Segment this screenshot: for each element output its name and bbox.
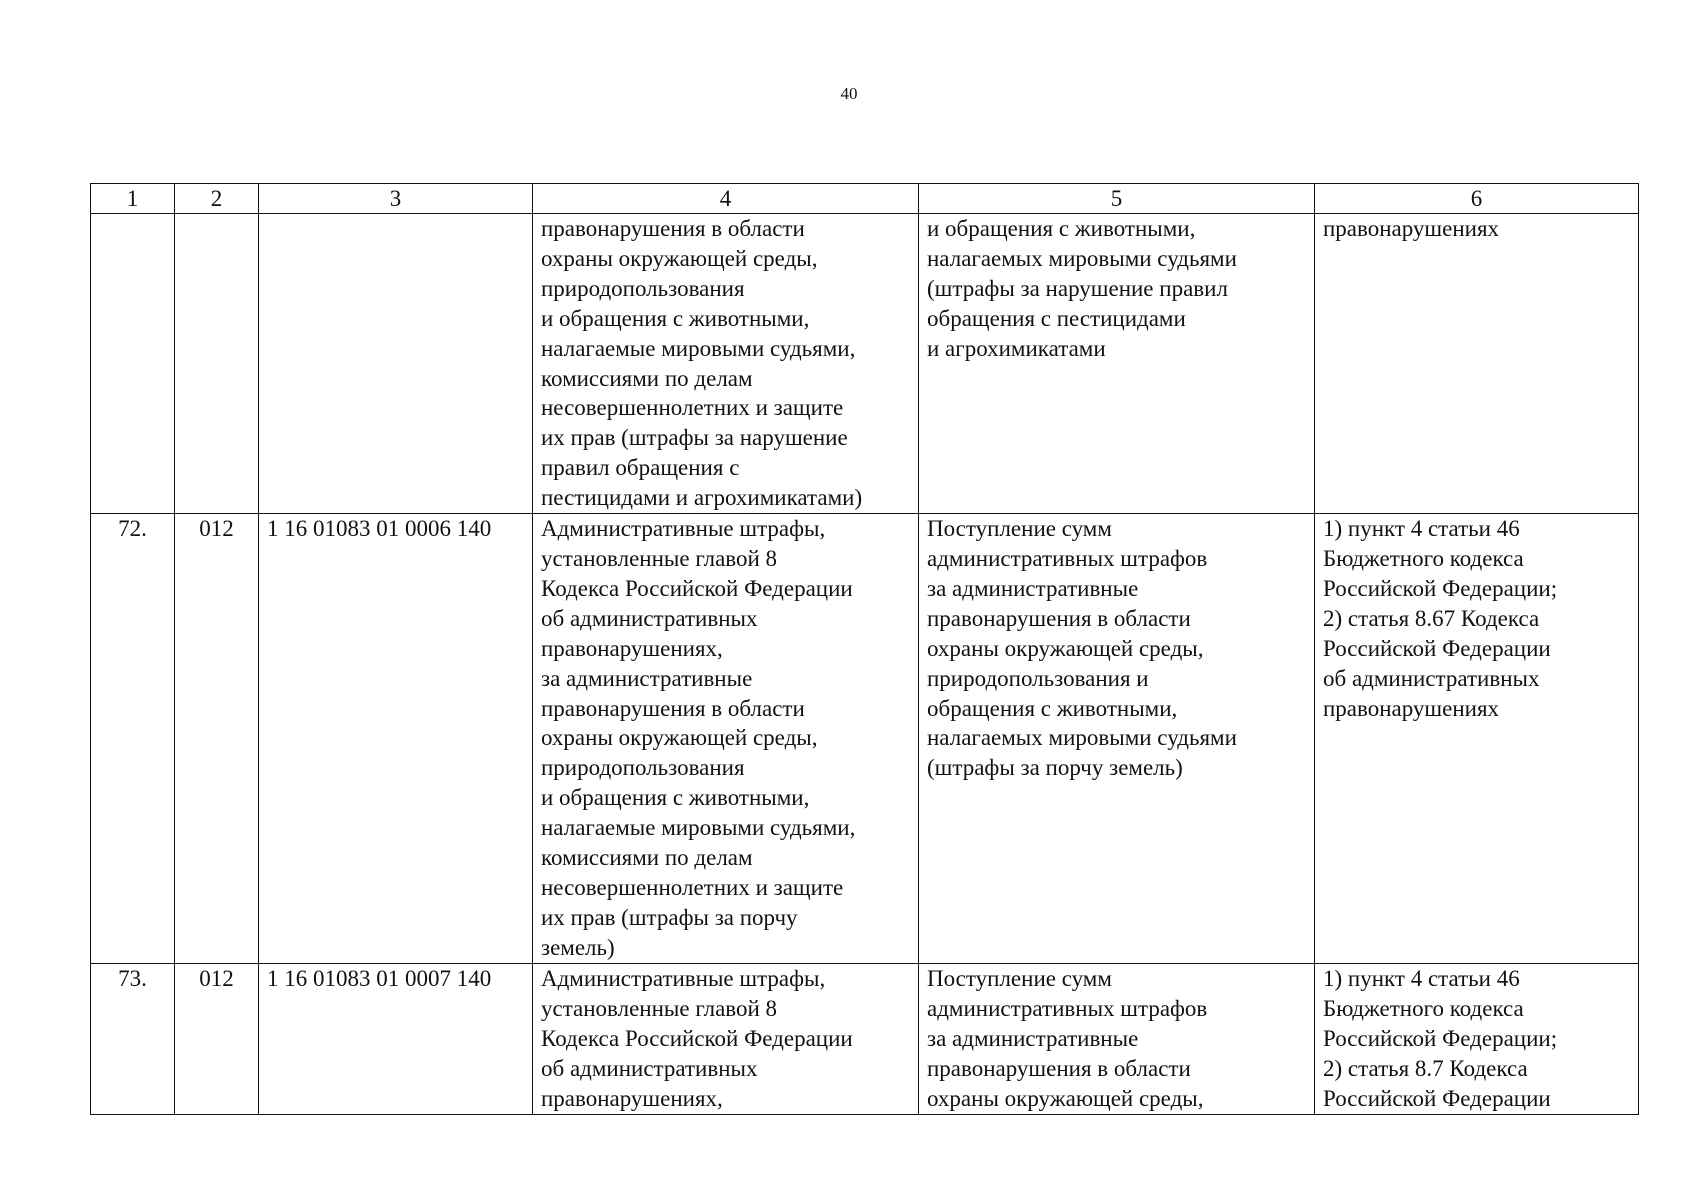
kbk-code-cell: 1 16 01083 01 0007 140 xyxy=(259,964,533,1115)
table-row xyxy=(91,964,1639,1115)
admin-code-cell: 012 xyxy=(175,514,259,964)
revenue-name-cell: Административные штрафы, установленные главой 8 Кодекса Российской Федерации об административных правонарушениях, xyxy=(533,964,919,1115)
table-row-continuation xyxy=(91,214,1639,514)
row-number-cell: 72. xyxy=(91,514,175,964)
revenue-description-cell: Поступление сумм административных штрафов за административные правонарушения в области охраны окружающей среды, xyxy=(919,964,1315,1115)
kbk-code-cell xyxy=(259,214,533,514)
row-number-cell xyxy=(91,214,175,514)
admin-code-cell: 012 xyxy=(175,964,259,1115)
admin-code-cell xyxy=(175,214,259,514)
legal-basis-cell: 1) пункт 4 статьи 46 Бюджетного кодекса Российской Федерации; 2) статья 8.7 Кодекса Российской Федерации xyxy=(1315,964,1639,1115)
budget-code-table xyxy=(90,183,1639,1115)
table-header-row xyxy=(91,184,1639,214)
legal-basis-cell: правонарушениях xyxy=(1315,214,1639,514)
header-col-1: 1 xyxy=(91,184,175,214)
revenue-name-cell: правонарушения в области охраны окружающей среды, природопользования и обращения с животными, налагаемые мировыми судьями, комиссиями по делам несовершеннолетних и защите их прав (штрафы за нарушение правил обращения с пестицидами и агрохимикатами) xyxy=(533,214,919,514)
revenue-name-cell: Административные штрафы, установленные главой 8 Кодекса Российской Федерации об административных правонарушениях, за административные правонарушения в области охраны окружающей среды, природопользования и обращения с животными, налагаемые мировыми судьями, комиссиями по делам несовершеннолетних и защите их прав (штрафы за порчу земель) xyxy=(533,514,919,964)
header-col-2: 2 xyxy=(175,184,259,214)
header-col-6: 6 xyxy=(1315,184,1639,214)
header-col-4: 4 xyxy=(533,184,919,214)
table-row xyxy=(91,514,1639,964)
revenue-description-cell: и обращения с животными, налагаемых мировыми судьями (штрафы за нарушение правил обращения с пестицидами и агрохимикатами xyxy=(919,214,1315,514)
revenue-description-cell: Поступление сумм административных штрафов за административные правонарушения в области охраны окружающей среды, природопользования и обращения с животными, налагаемых мировыми судьями (штрафы за порчу земель) xyxy=(919,514,1315,964)
kbk-code-cell: 1 16 01083 01 0006 140 xyxy=(259,514,533,964)
legal-basis-cell: 1) пункт 4 статьи 46 Бюджетного кодекса Российской Федерации; 2) статья 8.67 Кодекса Российской Федерации об административных правонарушениях xyxy=(1315,514,1639,964)
header-col-3: 3 xyxy=(259,184,533,214)
page-number: 40 xyxy=(840,84,858,103)
header-col-5: 5 xyxy=(919,184,1315,214)
row-number-cell: 73. xyxy=(91,964,175,1115)
